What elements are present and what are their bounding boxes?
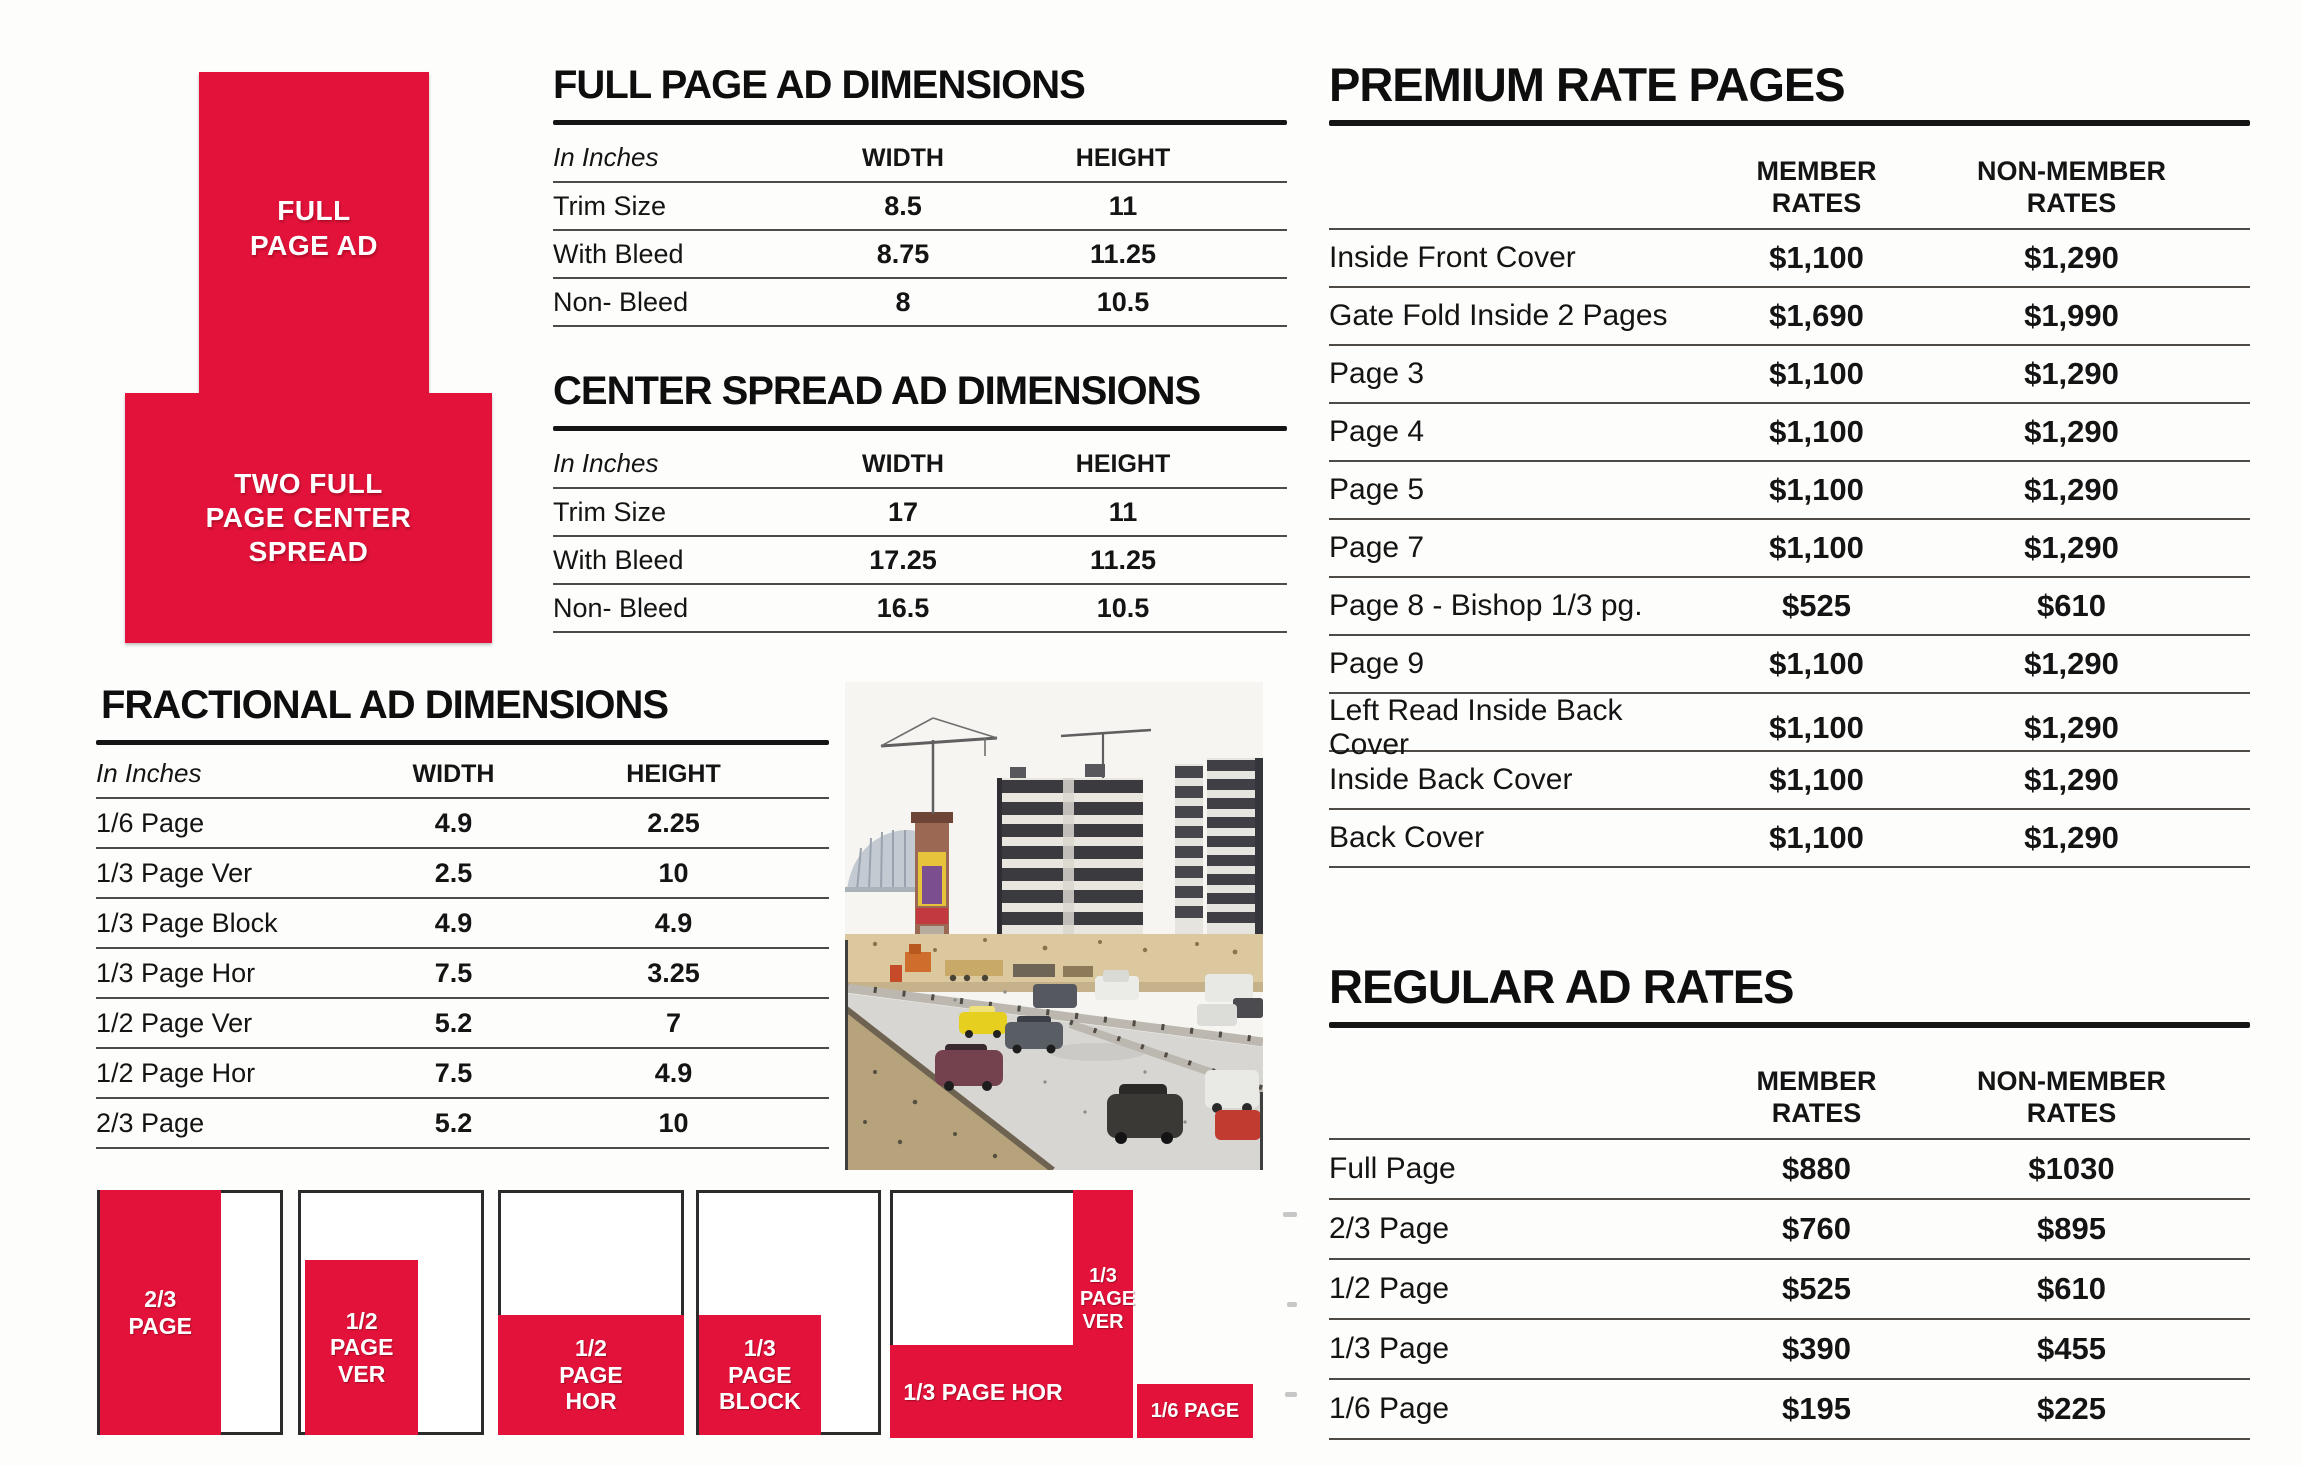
row-width: 8.75 bbox=[876, 238, 930, 269]
table-row bbox=[1329, 462, 2250, 520]
row-width: 4.9 bbox=[434, 807, 473, 838]
member-rate: $1,690 bbox=[1769, 298, 1864, 333]
non-member-rate: $1,290 bbox=[2024, 762, 2119, 797]
fractional-dimensions-section bbox=[96, 682, 829, 1149]
table-row bbox=[1329, 288, 2250, 346]
unit-label: In Inches bbox=[96, 758, 202, 788]
diagram-half-hor-fill bbox=[498, 1315, 684, 1435]
center-spread-dimensions-title: CENTER SPREAD AD DIMENSIONS bbox=[553, 369, 1201, 413]
non-member-rate: $1030 bbox=[2028, 1151, 2115, 1186]
row-label: 1/2 Page bbox=[1329, 1272, 1450, 1305]
diagram-half-ver-fill bbox=[305, 1260, 418, 1435]
table-row bbox=[1329, 1320, 2250, 1380]
row-label: 1/2 Page Ver bbox=[96, 1007, 253, 1038]
non-member-rate: $610 bbox=[2037, 588, 2106, 623]
row-label: Page 7 bbox=[1329, 531, 1425, 564]
member-rate: $525 bbox=[1782, 588, 1851, 623]
member-rate: $1,100 bbox=[1769, 710, 1864, 745]
table-row bbox=[96, 1049, 829, 1099]
non-member-rate: $1,990 bbox=[2024, 298, 2119, 333]
table-row bbox=[1329, 1380, 2250, 1440]
height-column-header: HEIGHT bbox=[1075, 450, 1171, 478]
member-rate: $880 bbox=[1782, 1151, 1851, 1186]
row-label: Inside Front Cover bbox=[1329, 241, 1576, 274]
diagram-third-ver-fill bbox=[1073, 1190, 1136, 1438]
diagram-third-ver-sixth bbox=[1073, 1190, 1253, 1438]
width-column-header: WIDTH bbox=[862, 144, 944, 172]
table-row bbox=[96, 799, 829, 849]
table-row bbox=[553, 183, 1287, 231]
member-rate: $1,100 bbox=[1769, 820, 1864, 855]
table-row bbox=[96, 1099, 829, 1149]
row-height: 10.5 bbox=[1096, 592, 1150, 623]
row-width: 2.5 bbox=[434, 857, 473, 888]
non-member-rates-header: NON-MEMBER RATES bbox=[1977, 156, 2166, 219]
table-row bbox=[1329, 810, 2250, 868]
center-spread-sample-label: TWO FULL PAGE CENTER SPREAD bbox=[205, 467, 412, 568]
member-rate: $760 bbox=[1782, 1211, 1851, 1246]
table-row bbox=[1329, 1200, 2250, 1260]
row-label: 2/3 Page bbox=[96, 1107, 205, 1138]
member-rates-header: MEMBER RATES bbox=[1756, 1066, 1877, 1129]
width-column-header: WIDTH bbox=[862, 450, 944, 478]
row-height: 3.25 bbox=[647, 957, 700, 988]
table-row bbox=[1329, 230, 2250, 288]
table-row bbox=[96, 849, 829, 899]
member-rate: $1,100 bbox=[1769, 646, 1864, 681]
row-label: Page 4 bbox=[1329, 415, 1425, 448]
row-label: Non- Bleed bbox=[553, 286, 689, 317]
row-label: Page 3 bbox=[1329, 357, 1425, 390]
table-row bbox=[1329, 346, 2250, 404]
full-page-dimensions-header bbox=[553, 125, 1287, 183]
unit-label: In Inches bbox=[553, 448, 659, 478]
row-height: 7 bbox=[665, 1007, 682, 1038]
width-column-header: WIDTH bbox=[412, 760, 495, 788]
table-row bbox=[1329, 1260, 2250, 1320]
non-member-rate: $1,290 bbox=[2024, 240, 2119, 275]
diagram-label: 1/3 PAGE VER bbox=[1080, 1264, 1136, 1333]
row-label: 2/3 Page bbox=[1329, 1212, 1450, 1245]
diagram-sixth-fill bbox=[1137, 1384, 1253, 1438]
row-height: 10 bbox=[658, 1107, 689, 1138]
member-rates-header: MEMBER RATES bbox=[1756, 156, 1877, 219]
row-width: 17.25 bbox=[869, 544, 937, 575]
diagram-two-thirds-fill bbox=[100, 1190, 221, 1435]
row-label: 1/3 Page Hor bbox=[96, 957, 256, 988]
premium-rates-section bbox=[1329, 58, 2250, 868]
row-label: Left Read Inside Back Cover bbox=[1329, 694, 1623, 761]
row-height: 2.25 bbox=[647, 807, 700, 838]
table-row bbox=[553, 585, 1287, 633]
diagram-label: 2/3 PAGE bbox=[128, 1286, 193, 1339]
non-member-rate: $1,290 bbox=[2024, 820, 2119, 855]
diagram-two-thirds-page bbox=[97, 1190, 283, 1435]
row-label: Trim Size bbox=[553, 190, 666, 221]
table-row bbox=[1329, 520, 2250, 578]
non-member-rate: $1,290 bbox=[2024, 414, 2119, 449]
row-width: 7.5 bbox=[434, 1057, 473, 1088]
member-rate: $525 bbox=[1782, 1271, 1851, 1306]
non-member-rate: $455 bbox=[2037, 1331, 2106, 1366]
table-row bbox=[96, 899, 829, 949]
diagram-third-hor-fill bbox=[890, 1345, 1076, 1438]
center-spread-dimensions-section bbox=[553, 368, 1287, 633]
diagram-label: 1/3 PAGE BLOCK bbox=[718, 1335, 801, 1415]
diagram-label: 1/3 PAGE HOR bbox=[903, 1378, 1063, 1405]
row-label: Gate Fold Inside 2 Pages bbox=[1329, 299, 1668, 332]
row-label: With Bleed bbox=[553, 544, 684, 575]
row-label: Non- Bleed bbox=[553, 592, 689, 623]
construction-site-photo bbox=[845, 682, 1263, 1170]
row-label: 1/2 Page Hor bbox=[96, 1057, 256, 1088]
row-width: 7.5 bbox=[434, 957, 473, 988]
row-width: 17 bbox=[887, 496, 919, 527]
non-member-rate: $1,290 bbox=[2024, 530, 2119, 565]
row-height: 11 bbox=[1108, 496, 1138, 527]
full-page-dimensions-section bbox=[553, 62, 1287, 327]
fractional-dimensions-header bbox=[96, 745, 829, 799]
full-page-ad-sample-label: FULL PAGE AD bbox=[250, 195, 378, 261]
row-label: 1/6 Page bbox=[96, 807, 205, 838]
row-height: 4.9 bbox=[654, 1057, 693, 1088]
non-member-rate: $1,290 bbox=[2024, 710, 2119, 745]
table-row bbox=[96, 949, 829, 999]
member-rate: $1,100 bbox=[1769, 414, 1864, 449]
row-height: 10 bbox=[658, 857, 689, 888]
member-rate: $1,100 bbox=[1769, 356, 1864, 391]
row-label: 1/3 Page bbox=[1329, 1332, 1450, 1365]
row-label: Back Cover bbox=[1329, 821, 1485, 854]
row-width: 8.5 bbox=[884, 190, 922, 221]
table-row bbox=[553, 537, 1287, 585]
premium-rates-header bbox=[1329, 126, 2250, 230]
scan-smudge bbox=[1287, 1302, 1297, 1307]
diagram-label: 1/6 PAGE bbox=[1150, 1399, 1240, 1422]
member-rate: $1,100 bbox=[1769, 472, 1864, 507]
row-label: With Bleed bbox=[553, 238, 684, 269]
table-row bbox=[96, 999, 829, 1049]
row-label: Page 9 bbox=[1329, 647, 1425, 680]
row-height: 11.25 bbox=[1089, 544, 1157, 575]
non-member-rate: $1,290 bbox=[2024, 472, 2119, 507]
table-row bbox=[553, 279, 1287, 327]
unit-label: In Inches bbox=[553, 142, 659, 172]
member-rate: $1,100 bbox=[1769, 530, 1864, 565]
diagram-third-block-fill bbox=[699, 1315, 821, 1435]
diagram-label: 1/2 PAGE VER bbox=[329, 1307, 394, 1387]
row-height: 4.9 bbox=[654, 907, 693, 938]
member-rate: $390 bbox=[1782, 1331, 1851, 1366]
height-column-header: HEIGHT bbox=[1075, 144, 1171, 172]
row-height: 10.5 bbox=[1096, 286, 1150, 317]
table-row bbox=[1329, 578, 2250, 636]
non-member-rate: $1,290 bbox=[2024, 356, 2119, 391]
member-rate: $195 bbox=[1782, 1391, 1851, 1426]
center-spread-sample bbox=[125, 393, 492, 643]
row-width: 8 bbox=[895, 286, 911, 317]
fractional-dimensions-title: FRACTIONAL AD DIMENSIONS bbox=[101, 683, 669, 727]
non-member-rate: $1,290 bbox=[2024, 646, 2119, 681]
row-label: 1/6 Page bbox=[1329, 1392, 1450, 1425]
row-label: Full Page bbox=[1329, 1152, 1456, 1185]
diagram-third-page-hor bbox=[890, 1190, 1076, 1438]
table-row bbox=[1329, 1140, 2250, 1200]
regular-rates-header bbox=[1329, 1028, 2250, 1140]
center-spread-dimensions-header bbox=[553, 431, 1287, 489]
row-label: Trim Size bbox=[553, 496, 666, 527]
diagram-third-page-block bbox=[696, 1190, 881, 1435]
non-member-rates-header: NON-MEMBER RATES bbox=[1977, 1066, 2166, 1129]
row-label: 1/3 Page Ver bbox=[96, 857, 253, 888]
table-row bbox=[1329, 404, 2250, 462]
member-rate: $1,100 bbox=[1769, 240, 1864, 275]
row-width: 16.5 bbox=[876, 592, 930, 623]
diagram-half-page-ver bbox=[298, 1190, 484, 1435]
scan-smudge bbox=[1285, 1392, 1297, 1397]
table-row bbox=[553, 489, 1287, 537]
row-width: 5.2 bbox=[434, 1107, 473, 1138]
table-row bbox=[553, 231, 1287, 279]
row-width: 4.9 bbox=[434, 907, 473, 938]
row-width: 5.2 bbox=[434, 1007, 473, 1038]
non-member-rate: $225 bbox=[2037, 1391, 2106, 1426]
diagram-half-page-hor bbox=[498, 1190, 684, 1435]
table-row bbox=[1329, 636, 2250, 694]
row-label: Inside Back Cover bbox=[1329, 763, 1573, 796]
height-column-header: HEIGHT bbox=[626, 760, 721, 788]
diagram-label: 1/2 PAGE HOR bbox=[559, 1335, 623, 1415]
row-height: 11 bbox=[1108, 190, 1138, 221]
scan-smudge bbox=[1283, 1212, 1297, 1217]
full-page-ad-sample bbox=[199, 72, 429, 425]
row-label: Page 5 bbox=[1329, 473, 1425, 506]
regular-rates-title: REGULAR AD RATES bbox=[1329, 960, 1794, 1013]
member-rate: $1,100 bbox=[1769, 762, 1864, 797]
non-member-rate: $895 bbox=[2037, 1211, 2106, 1246]
full-page-dimensions-title: FULL PAGE AD DIMENSIONS bbox=[553, 63, 1085, 107]
row-height: 11.25 bbox=[1089, 238, 1157, 269]
regular-rates-section bbox=[1329, 960, 2250, 1440]
row-label: Page 8 - Bishop 1/3 pg. bbox=[1329, 589, 1643, 622]
premium-rates-title: PREMIUM RATE PAGES bbox=[1329, 58, 1845, 111]
table-row bbox=[1329, 694, 2250, 761]
row-label: 1/3 Page Block bbox=[96, 907, 278, 938]
non-member-rate: $610 bbox=[2037, 1271, 2106, 1306]
